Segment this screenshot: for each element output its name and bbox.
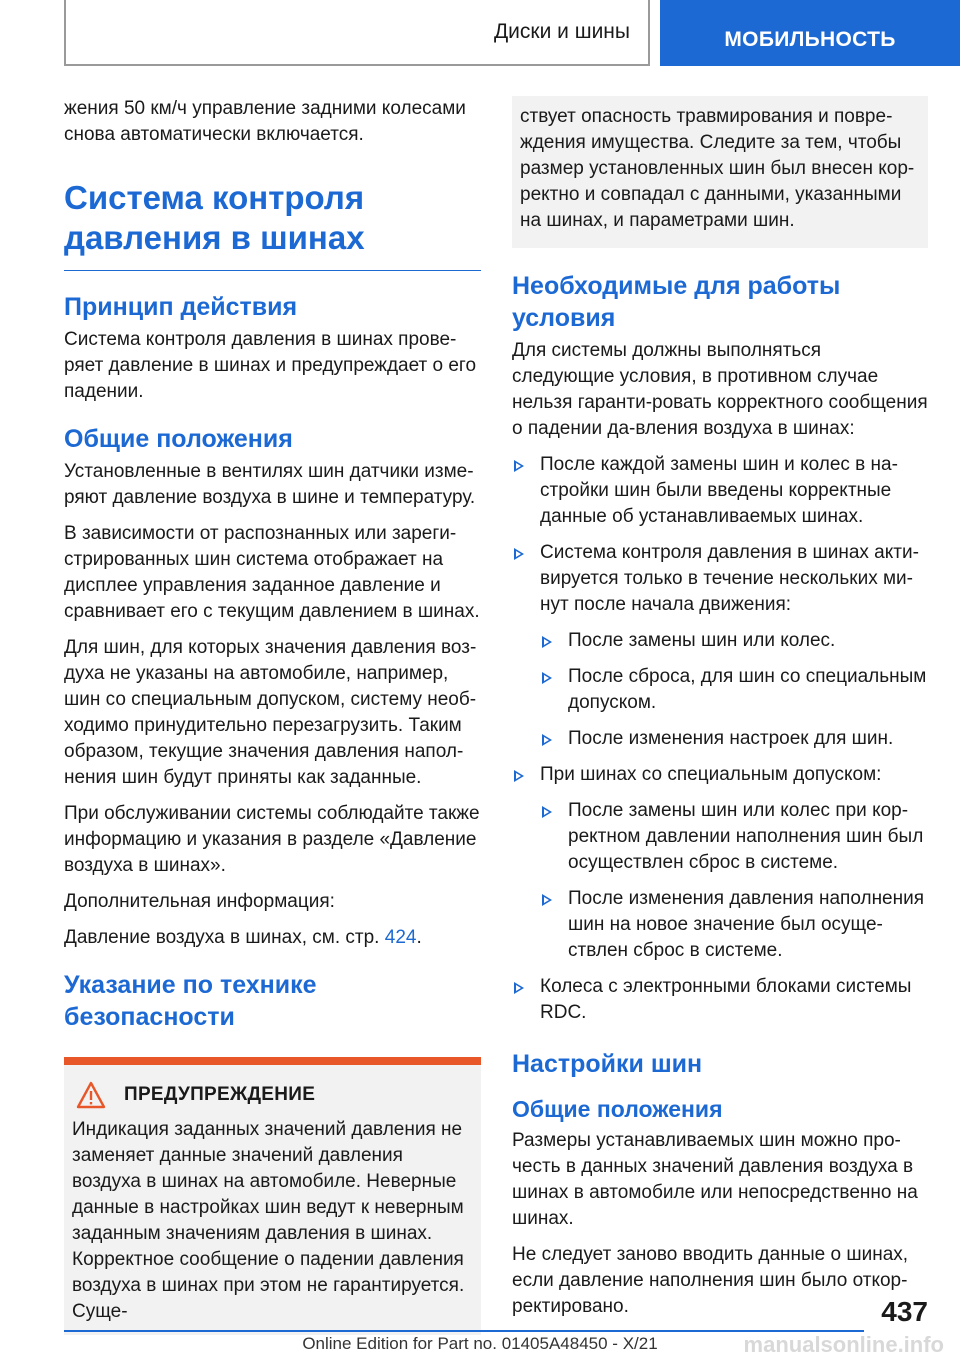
- list-item: После каждой замены шин и колес в на-стройки шин были введены корректные данные об устанавливаемых шинах.: [512, 452, 928, 530]
- general-paragraph-1: Установленные в вентилях шин датчики изме-ряют давление воздуха в шине и температуру.: [64, 461, 476, 508]
- settings-heading: Настройки шин: [512, 1050, 703, 1078]
- list-item: Система контроля давления в шинах акти-вируется только в течение нескольких ми-нут после начала движения: После замены шин или колес. После сброса, для шин со специальным допуском. После изменения настроек для шин.: [512, 540, 928, 752]
- list-item: После замены шин или колес при кор-ректном давлении наполнения шин был осуществлен сброс в системе.: [540, 798, 928, 876]
- conditions-list: [512, 452, 928, 1026]
- bullet-triangle-icon: [514, 982, 524, 994]
- general-paragraph-6: [64, 925, 481, 951]
- list-item: После сброса, для шин со специальным допуском.: [540, 664, 928, 716]
- bullet-triangle-icon: [514, 460, 524, 472]
- reference-end: .: [416, 927, 422, 948]
- bullet-triangle-icon: [542, 636, 552, 648]
- section-title: Диски и шины: [493, 20, 630, 43]
- right-column: [512, 96, 928, 1330]
- bullet-triangle-icon: [514, 548, 524, 560]
- principle-heading: Принцип действия: [64, 293, 298, 321]
- page-number: 437: [881, 1296, 928, 1327]
- list-item: После изменения настроек для шин.: [540, 726, 928, 752]
- general-paragraph-4: При обслуживании системы соблюдайте также информацию и указания в разделе «Давление воздуха в шинах».: [64, 803, 480, 876]
- list-item: Колеса с электронными блоками системы RDC.: [512, 974, 928, 1026]
- chapter-tab: МОБИЛЬНОСТЬ: [660, 0, 960, 66]
- settings-paragraph-2: Не следует заново вводить данные о шинах, если давление наполнения шин было откор-ректировано.: [512, 1244, 909, 1317]
- intro-paragraph: жения 50 км/ч управление задними колесами снова автоматически включается.: [64, 98, 466, 145]
- warning-title: ПРЕДУПРЕЖДЕНИЕ: [124, 1084, 316, 1105]
- settings-paragraph-1: Размеры устанавливаемых шин можно про-честь в данных значений давления воздуха в шинах в автомобиле или непосредственно на шинах.: [512, 1130, 918, 1229]
- warning-text: Индикация заданных значений давления не заменяет данные значений давления воздуха в шинах на автомобиле. Неверные данные в настройках шин ведут к неверным заданным значениям давления в шинах. Корректное сообщение о падении давления воздуха в шинах при этом не гарантируется. Суще-: [72, 1119, 465, 1322]
- warning-box: [64, 1065, 481, 1335]
- nested-list: [540, 798, 928, 964]
- bullet-triangle-icon: [514, 770, 524, 782]
- bullet-triangle-icon: [542, 672, 552, 684]
- list-item: После изменения давления наполнения шин на новое значение был осуще-ствлен сброс в системе.: [540, 886, 928, 964]
- nested-list: [540, 628, 928, 752]
- list-item: При шинах со специальным допуском: После замены шин или колес при кор-ректном давлении наполнения шин был осуществлен сброс в системе. После изменения давления наполнения шин на новое значение был осуще-ствлен сброс в системе.: [512, 762, 928, 964]
- page-header: [0, 0, 960, 66]
- section-tab: [64, 0, 650, 66]
- bullet-triangle-icon: [542, 806, 552, 818]
- principle-paragraph: Система контроля давления в шинах прове-ряет давление в шинах и предупреждает о его падении.: [64, 329, 477, 402]
- list-item: После замены шин или колес.: [540, 628, 928, 654]
- page-reference-link[interactable]: 424: [384, 927, 417, 948]
- left-column: [64, 96, 481, 1335]
- warning-header: [72, 1081, 473, 1109]
- safety-heading: Указание по технике безопасности: [64, 971, 317, 1031]
- reference-text: Давление воздуха в шинах, см. стр.: [64, 927, 385, 948]
- settings-general-heading: Общие положения: [512, 1096, 723, 1122]
- warning-box-continued: [512, 96, 928, 248]
- watermark-site: manualsonline.info: [743, 1332, 944, 1357]
- general-paragraph-5: Дополнительная информация:: [64, 891, 335, 912]
- general-heading: Общие положения: [64, 425, 293, 453]
- bullet-triangle-icon: [542, 734, 552, 746]
- warning-rule: [64, 1057, 481, 1065]
- edition-text: Online Edition for Part no. 01405A48450 - X/21: [302, 1334, 658, 1353]
- bullet-triangle-icon: [542, 894, 552, 906]
- general-paragraph-2: В зависимости от распознанных или зареги-стрированных шин система отображает на дисплее управления заданное давление и сравнивает его с текущим давлением в шинах.: [64, 523, 480, 622]
- main-heading: Система контроля давления в шинах: [64, 178, 481, 271]
- conditions-heading: Необходимые для работы условия: [512, 272, 841, 332]
- conditions-paragraph: Для системы должны выполняться следующие условия, в противном случае нельзя гаранти-ровать корректного сообщения о падении да-вления воздуха в шинах:: [512, 340, 928, 439]
- general-paragraph-3: Для шин, для которых значения давления воз-духа не указаны на автомобиле, например, шин со специальным допуском, систему необ-ходимо принудительно перезагрузить. Таким образом, текущие значения давления напол-нения шин будут приняты как заданные.: [64, 637, 477, 788]
- warning-triangle-icon: [76, 1081, 106, 1109]
- warning-text-continued: ствует опасность травмирования и повре-ждения имущества. Следите за тем, чтобы размер установленных шин был внесен кор-ректно и совпадал с данными, указанными на шинах, и параметрами шин.: [520, 106, 915, 231]
